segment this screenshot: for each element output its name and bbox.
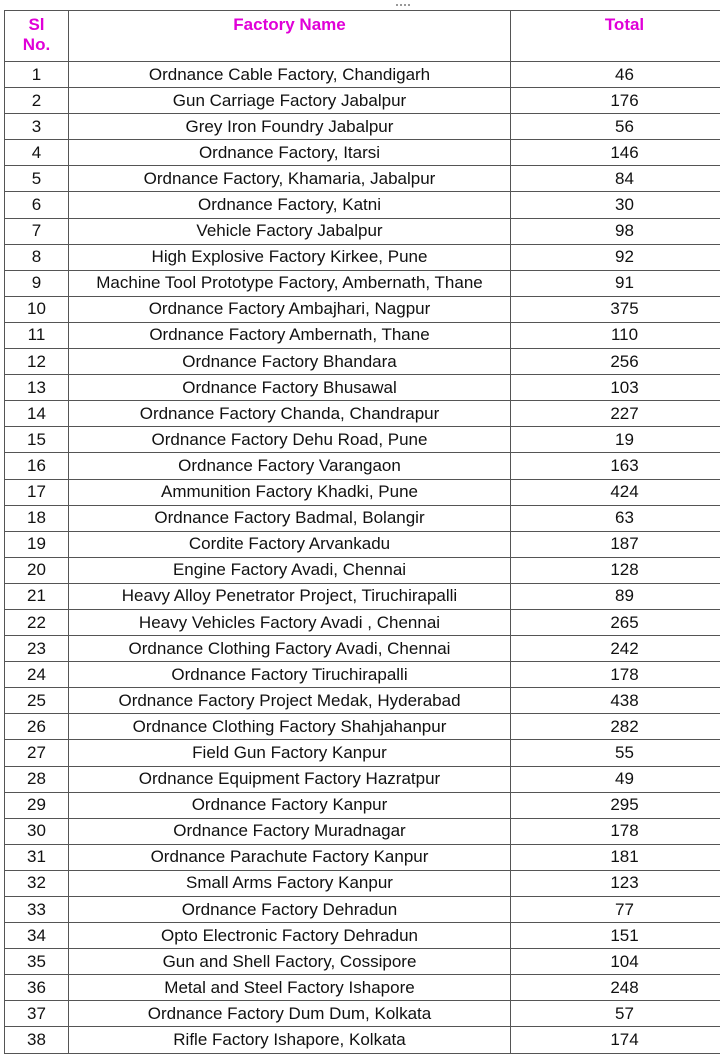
table-row bbox=[5, 531, 720, 557]
table-row bbox=[5, 583, 720, 609]
table-row bbox=[5, 844, 720, 870]
cell-factory-name: Rifle Factory Ishapore, Kolkata bbox=[69, 1027, 511, 1053]
table-row bbox=[5, 662, 720, 688]
table-row bbox=[5, 792, 720, 818]
table-row bbox=[5, 870, 720, 896]
cell-total: 187 bbox=[511, 531, 720, 557]
table-row bbox=[5, 714, 720, 740]
cell-total: 295 bbox=[511, 792, 720, 818]
table-row bbox=[5, 1001, 720, 1027]
cell-factory-name: Ordnance Clothing Factory Avadi, Chennai bbox=[69, 636, 511, 662]
cell-factory-name: Ordnance Factory Dehradun bbox=[69, 897, 511, 923]
cell-total: 265 bbox=[511, 609, 720, 635]
header-sl-no bbox=[5, 11, 69, 62]
cell-factory-name: Metal and Steel Factory Ishapore bbox=[69, 975, 511, 1001]
factory-table bbox=[4, 10, 720, 1054]
cell-total: 151 bbox=[511, 923, 720, 949]
table-row bbox=[5, 949, 720, 975]
table-row bbox=[5, 740, 720, 766]
cell-factory-name: Ordnance Factory Dum Dum, Kolkata bbox=[69, 1001, 511, 1027]
cell-total: 57 bbox=[511, 1001, 720, 1027]
table-row bbox=[5, 322, 720, 348]
cell-total: 178 bbox=[511, 662, 720, 688]
header-total: Total bbox=[511, 11, 720, 62]
table-row bbox=[5, 818, 720, 844]
cell-factory-name: Machine Tool Prototype Factory, Ambernath, Thane bbox=[69, 270, 511, 296]
cell-factory-name: Gun Carriage Factory Jabalpur bbox=[69, 88, 511, 114]
header-sl-line2: No. bbox=[22, 35, 51, 54]
table-row bbox=[5, 453, 720, 479]
cell-sl-no: 24 bbox=[5, 662, 69, 688]
table-row bbox=[5, 114, 720, 140]
cell-sl-no: 19 bbox=[5, 531, 69, 557]
cell-total: 104 bbox=[511, 949, 720, 975]
cell-total: 77 bbox=[511, 897, 720, 923]
cell-sl-no: 15 bbox=[5, 427, 69, 453]
cell-total: 98 bbox=[511, 218, 720, 244]
cell-factory-name: Ordnance Factory Dehu Road, Pune bbox=[69, 427, 511, 453]
table-row bbox=[5, 192, 720, 218]
cell-factory-name: Ordnance Factory Bhandara bbox=[69, 349, 511, 375]
cell-total: 438 bbox=[511, 688, 720, 714]
cell-factory-name: Vehicle Factory Jabalpur bbox=[69, 218, 511, 244]
cell-sl-no: 27 bbox=[5, 740, 69, 766]
cell-sl-no: 21 bbox=[5, 583, 69, 609]
cell-total: 128 bbox=[511, 557, 720, 583]
cell-sl-no: 9 bbox=[5, 270, 69, 296]
cell-total: 248 bbox=[511, 975, 720, 1001]
cell-sl-no: 2 bbox=[5, 88, 69, 114]
cell-factory-name: Heavy Alloy Penetrator Project, Tiruchirapalli bbox=[69, 583, 511, 609]
cell-factory-name: Small Arms Factory Kanpur bbox=[69, 870, 511, 896]
cell-factory-name: Engine Factory Avadi, Chennai bbox=[69, 557, 511, 583]
cell-factory-name: Ordnance Factory Tiruchirapalli bbox=[69, 662, 511, 688]
cell-factory-name: Ordnance Equipment Factory Hazratpur bbox=[69, 766, 511, 792]
cell-sl-no: 10 bbox=[5, 296, 69, 322]
cell-total: 46 bbox=[511, 62, 720, 88]
table-row bbox=[5, 766, 720, 792]
table-row bbox=[5, 505, 720, 531]
cell-total: 92 bbox=[511, 244, 720, 270]
table-row bbox=[5, 479, 720, 505]
cell-factory-name: Ordnance Factory, Khamaria, Jabalpur bbox=[69, 166, 511, 192]
table-row bbox=[5, 375, 720, 401]
cell-sl-no: 1 bbox=[5, 62, 69, 88]
cell-factory-name: Ordnance Factory Ambajhari, Nagpur bbox=[69, 296, 511, 322]
cell-factory-name: Heavy Vehicles Factory Avadi , Chennai bbox=[69, 609, 511, 635]
cell-total: 256 bbox=[511, 349, 720, 375]
table-row bbox=[5, 923, 720, 949]
cell-factory-name: High Explosive Factory Kirkee, Pune bbox=[69, 244, 511, 270]
table-row bbox=[5, 62, 720, 88]
top-edge-marks bbox=[396, 4, 410, 8]
cell-sl-no: 6 bbox=[5, 192, 69, 218]
cell-sl-no: 31 bbox=[5, 844, 69, 870]
cell-total: 174 bbox=[511, 1027, 720, 1053]
cell-sl-no: 16 bbox=[5, 453, 69, 479]
table-row bbox=[5, 349, 720, 375]
header-factory-name: Factory Name bbox=[69, 11, 511, 62]
cell-total: 103 bbox=[511, 375, 720, 401]
cell-sl-no: 23 bbox=[5, 636, 69, 662]
header-sl-line1: Sl bbox=[28, 15, 45, 34]
cell-factory-name: Ordnance Factory Kanpur bbox=[69, 792, 511, 818]
cell-factory-name: Grey Iron Foundry Jabalpur bbox=[69, 114, 511, 140]
cell-total: 424 bbox=[511, 479, 720, 505]
cell-sl-no: 20 bbox=[5, 557, 69, 583]
cell-factory-name: Ordnance Factory Bhusawal bbox=[69, 375, 511, 401]
cell-total: 56 bbox=[511, 114, 720, 140]
cell-total: 89 bbox=[511, 583, 720, 609]
cell-total: 55 bbox=[511, 740, 720, 766]
cell-factory-name: Ordnance Cable Factory, Chandigarh bbox=[69, 62, 511, 88]
table-row bbox=[5, 427, 720, 453]
table-row bbox=[5, 636, 720, 662]
cell-total: 146 bbox=[511, 140, 720, 166]
cell-factory-name: Ordnance Factory Ambernath, Thane bbox=[69, 322, 511, 348]
cell-total: 282 bbox=[511, 714, 720, 740]
table-row bbox=[5, 88, 720, 114]
cell-sl-no: 33 bbox=[5, 897, 69, 923]
cell-sl-no: 30 bbox=[5, 818, 69, 844]
table-row bbox=[5, 270, 720, 296]
table-header bbox=[5, 11, 720, 62]
cell-factory-name: Field Gun Factory Kanpur bbox=[69, 740, 511, 766]
cell-sl-no: 29 bbox=[5, 792, 69, 818]
cell-total: 163 bbox=[511, 453, 720, 479]
cell-factory-name: Ordnance Factory Varangaon bbox=[69, 453, 511, 479]
cell-factory-name: Ordnance Clothing Factory Shahjahanpur bbox=[69, 714, 511, 740]
table-row bbox=[5, 897, 720, 923]
cell-sl-no: 7 bbox=[5, 218, 69, 244]
cell-factory-name: Ordnance Factory Badmal, Bolangir bbox=[69, 505, 511, 531]
cell-total: 123 bbox=[511, 870, 720, 896]
header-row bbox=[5, 11, 720, 62]
cell-factory-name: Ordnance Factory, Itarsi bbox=[69, 140, 511, 166]
table-body bbox=[5, 62, 720, 1054]
table-row bbox=[5, 609, 720, 635]
cell-total: 242 bbox=[511, 636, 720, 662]
cell-sl-no: 36 bbox=[5, 975, 69, 1001]
cell-sl-no: 32 bbox=[5, 870, 69, 896]
cell-total: 110 bbox=[511, 322, 720, 348]
cell-sl-no: 12 bbox=[5, 349, 69, 375]
cell-sl-no: 37 bbox=[5, 1001, 69, 1027]
table-row bbox=[5, 1027, 720, 1053]
cell-sl-no: 25 bbox=[5, 688, 69, 714]
table-row bbox=[5, 166, 720, 192]
cell-factory-name: Ordnance Parachute Factory Kanpur bbox=[69, 844, 511, 870]
table-row bbox=[5, 140, 720, 166]
table-row bbox=[5, 401, 720, 427]
cell-total: 91 bbox=[511, 270, 720, 296]
cell-factory-name: Gun and Shell Factory, Cossipore bbox=[69, 949, 511, 975]
cell-sl-no: 14 bbox=[5, 401, 69, 427]
cell-factory-name: Cordite Factory Arvankadu bbox=[69, 531, 511, 557]
cell-sl-no: 34 bbox=[5, 923, 69, 949]
cell-total: 176 bbox=[511, 88, 720, 114]
cell-sl-no: 3 bbox=[5, 114, 69, 140]
cell-total: 30 bbox=[511, 192, 720, 218]
cell-sl-no: 8 bbox=[5, 244, 69, 270]
table-row bbox=[5, 244, 720, 270]
cell-sl-no: 26 bbox=[5, 714, 69, 740]
cell-total: 19 bbox=[511, 427, 720, 453]
cell-total: 227 bbox=[511, 401, 720, 427]
table-row bbox=[5, 688, 720, 714]
cell-sl-no: 35 bbox=[5, 949, 69, 975]
table-row bbox=[5, 296, 720, 322]
cell-total: 63 bbox=[511, 505, 720, 531]
table-row bbox=[5, 218, 720, 244]
cell-sl-no: 11 bbox=[5, 322, 69, 348]
cell-sl-no: 4 bbox=[5, 140, 69, 166]
cell-sl-no: 38 bbox=[5, 1027, 69, 1053]
cell-factory-name: Ordnance Factory Chanda, Chandrapur bbox=[69, 401, 511, 427]
cell-total: 375 bbox=[511, 296, 720, 322]
cell-sl-no: 13 bbox=[5, 375, 69, 401]
cell-factory-name: Opto Electronic Factory Dehradun bbox=[69, 923, 511, 949]
cell-total: 84 bbox=[511, 166, 720, 192]
cell-factory-name: Ammunition Factory Khadki, Pune bbox=[69, 479, 511, 505]
cell-factory-name: Ordnance Factory, Katni bbox=[69, 192, 511, 218]
cell-factory-name: Ordnance Factory Project Medak, Hyderabad bbox=[69, 688, 511, 714]
cell-total: 178 bbox=[511, 818, 720, 844]
cell-total: 49 bbox=[511, 766, 720, 792]
cell-sl-no: 17 bbox=[5, 479, 69, 505]
cell-sl-no: 5 bbox=[5, 166, 69, 192]
table-row bbox=[5, 975, 720, 1001]
table-row bbox=[5, 557, 720, 583]
cell-sl-no: 22 bbox=[5, 609, 69, 635]
cell-factory-name: Ordnance Factory Muradnagar bbox=[69, 818, 511, 844]
cell-total: 181 bbox=[511, 844, 720, 870]
cell-sl-no: 18 bbox=[5, 505, 69, 531]
cell-sl-no: 28 bbox=[5, 766, 69, 792]
